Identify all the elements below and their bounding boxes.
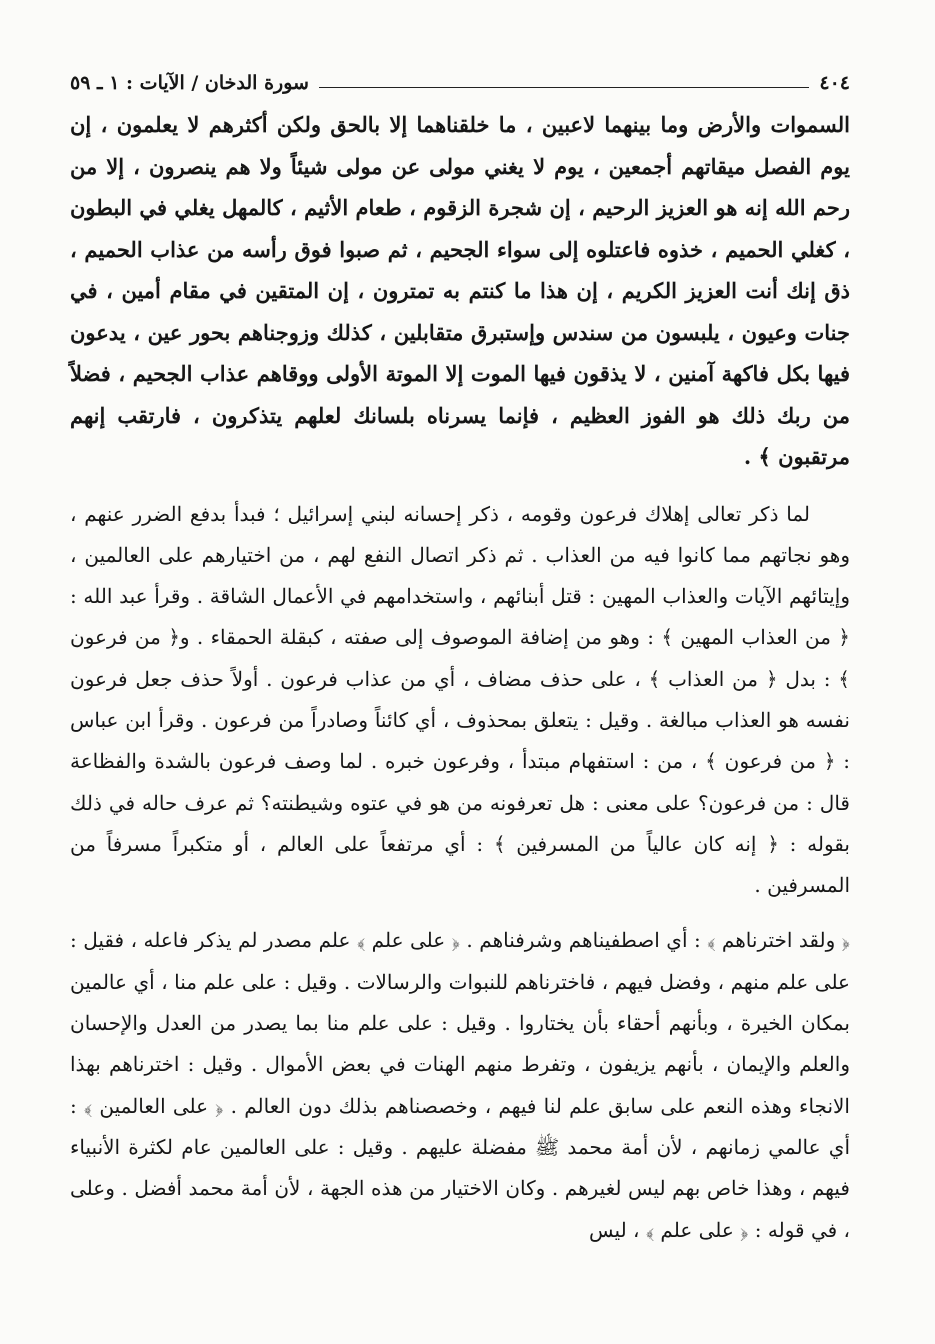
commentary-paragraph-1: لما ذكر تعالى إهلاك فرعون وقومه ، ذكر إحسانه لبني إسرائيل ؛ فبدأ بدفع الضرر عنهم ، وهو نجاتهم مما كانوا فيه من العذاب . ثم ذكر اتصال النفع لهم ، من اختيارهم على العالمين ، وإيتائهم الآيات والعذاب المهين : قتل أبنائهم ، واستخدامهم في الأعمال الشاقة . وقرأ عبد الله : ﴿ من العذاب المهين ﴾ : وهو من إضافة الموصوف إلى صفته ، كبقلة الحمقاء . و﴿ من فرعون ﴾ : بدل ﴿ من العذاب ﴾ ، على حذف مضاف ، أي من عذاب فرعون . أولاً حذف جعل فرعون نفسه هو العذاب مبالغة . وقيل : يتعلق بمحذوف ، أي كائناً وصادراً من فرعون . وقرأ ابن عباس : ﴿ من فرعون ﴾ ، من : استفهام مبتدأ ، وفرعون خبره . لما وصف فرعون بالشدة والفظاعة قال : من فرعون؟ على معنى : هل تعرفونه من هو في عتوه وشيطنته؟ ثم عرف حاله في ذلك بقوله : ﴿ إنه كان عالياً من المسرفين ﴾ : أي مرتفعاً على العالم ، أو متكبراً مسرفاً من المسرفين .: [70, 501, 850, 898]
running-header: [70, 68, 850, 94]
book-page: [70, 68, 850, 1251]
header-title: سورة الدخان / الآيات : ١ ـ ٥٩: [70, 72, 309, 94]
header-rule: [319, 87, 809, 88]
commentary-paragraph-2: ﴿ ولقد اخترناهم ﴾ : أي اصطفيناهم وشرفناهم . ﴿ على علم ﴾ علم مصدر لم يذكر فاعله ، فقيل : على علم منهم ، وفضل فيهم ، فاخترناهم للنبوات والرسالات . وقيل : على علم منا ، أي عالمين بمكان الخيرة ، وبأنهم أحقاء بأن يختاروا . وقيل : على علم منا بما يصدر من العدل والإحسان والعلم والإيمان ، بأنهم يزيفون ، وتفرط منهم الهنات في بعض الأموال . وقيل : اخترناهم بهذا الانجاء وهذه النعم على سابق علم لنا فيهم ، وخصصناهم بذلك دون العالم . ﴿ على العالمين ﴾ : أي عالمي زمانهم ، لأن أمة محمد ﷺ مفضلة عليهم . وقيل : على العالمين عام لكثرة الأنبياء فيهم ، وهذا خاص بهم ليس لغيرهم . وكان الاختيار من هذه الجهة ، لأن أمة محمد أفضل . وعلى ، في قوله : ﴿ على علم ﴾ ، ليس: [70, 928, 850, 1242]
page-number: ٤٠٤: [819, 72, 850, 94]
quran-verse-block: السموات والأرض وما بينهما لاعبين ، ما خلقناهما إلا بالحق ولكن أكثرهم لا يعلمون ، إن يوم الفصل ميقاتهم أجمعين ، يوم لا يغني مولى عن مولى شيئاً ولا هم ينصرون ، إلا من رحم الله إنه هو العزيز الرحيم ، إن شجرة الزقوم ، طعام الأثيم ، كالمهل يغلي في البطون ، كغلي الحميم ، خذوه فاعتلوه إلى سواء الجحيم ، ثم صبوا فوق رأسه من عذاب الحميم ، ذق إنك أنت العزيز الكريم ، إن هذا ما كنتم به تمترون ، إن المتقين في مقام أمين ، في جنات وعيون ، يلبسون من سندس وإستبرق متقابلين ، كذلك وزوجناهم بحور عين ، يدعون فيها بكل فاكهة آمنين ، لا يذقون فيها الموت إلا الموتة الأولى ووقاهم عذاب الجحيم ، فضلاً من ربك ذلك هو الفوز العظيم ، فإنما يسرناه بلسانك لعلهم يتذكرون ، فارتقب إنهم مرتقبون ﴾ .: [70, 112, 850, 469]
